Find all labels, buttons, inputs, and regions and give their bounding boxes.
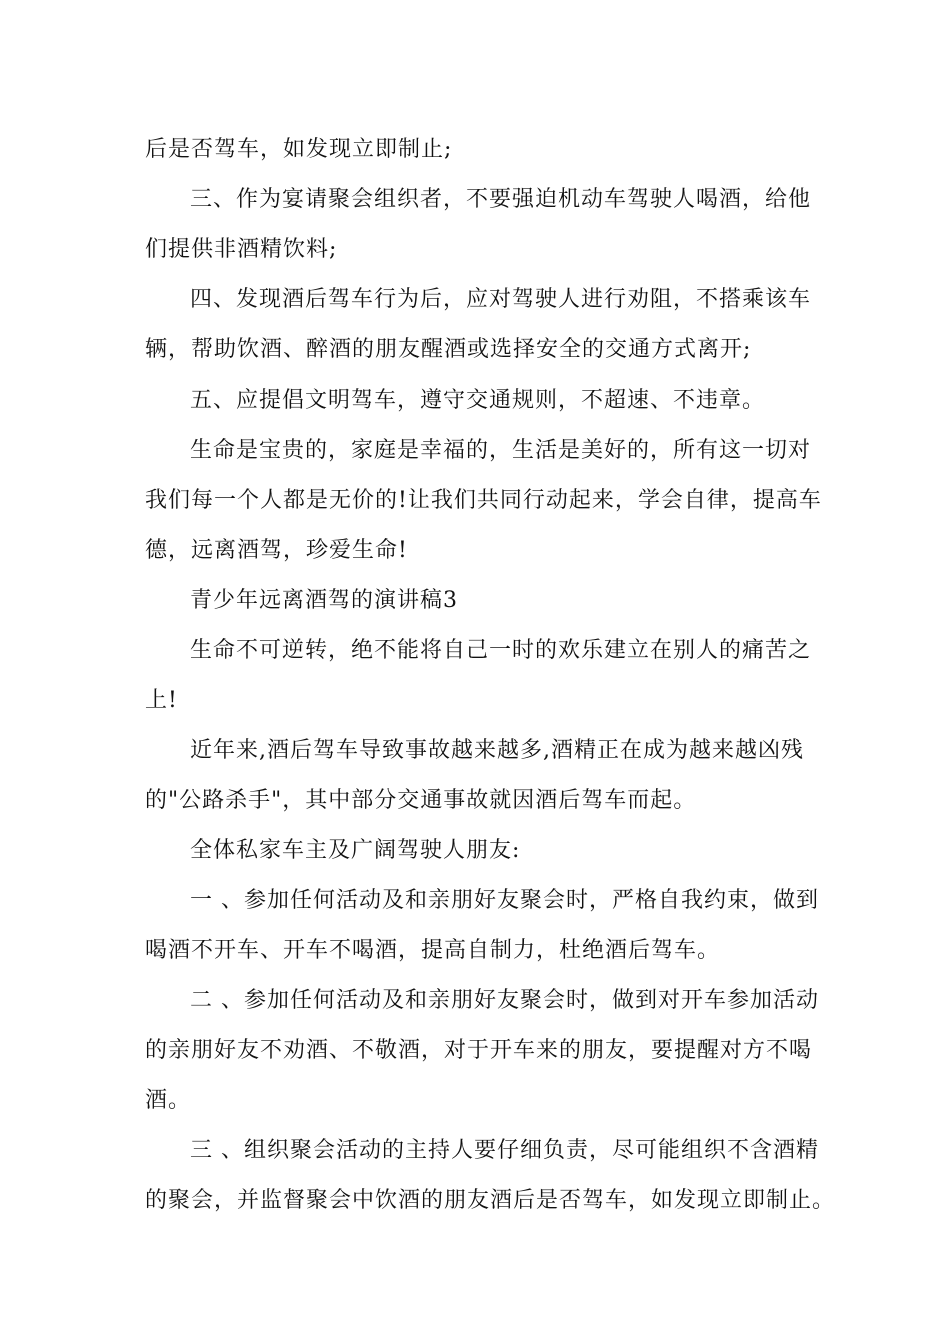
text-line: 的亲朋好友不劝酒、不敬酒，对于开车来的朋友，要提醒对方不喝 [145,1038,813,1063]
text-line: 德，远离酒驾，珍爱生命! [145,538,408,563]
text-line: 三、作为宴请聚会组织者，不要强迫机动车驾驶人喝酒，给他 [190,187,812,212]
text-line: 生命是宝贵的，家庭是幸福的，生活是美好的，所有这一切对 [190,438,812,463]
text-line: 我们每一个人都是无价的!让我们共同行动起来，学会自律，提高车 [145,488,822,513]
text-line: 的"公路杀手"，其中部分交通事故就因酒后驾车而起。 [145,788,697,813]
text-line: 喝酒不开车、开车不喝酒，提高自制力，杜绝酒后驾车。 [145,938,721,963]
section-heading: 青少年远离酒驾的演讲稿3 [190,588,458,613]
text-line: 四、发现酒后驾车行为后，应对驾驶人进行劝阻，不搭乘该车 [190,287,812,312]
text-line: 酒。 [145,1088,192,1113]
text-line: 上! [145,688,178,713]
text-line: 们提供非酒精饮料; [145,237,338,262]
text-line: 全体私家车主及广阔驾驶人朋友: [190,838,521,863]
text-line: 辆，帮助饮酒、醉酒的朋友醒酒或选择安全的交通方式离开; [145,337,752,362]
text-line: 近年来,酒后驾车导致事故越来越多,酒精正在成为越来越凶残 [190,738,804,763]
text-line: 三 、组织聚会活动的主持人要仔细负责，尽可能组织不含酒精 [190,1138,819,1163]
text-line: 五、应提倡文明驾车，遵守交通规则，不超速、不违章。 [190,388,766,413]
text-line: 二 、参加任何活动及和亲朋好友聚会时，做到对开车参加活动 [190,988,819,1013]
text-line: 的聚会，并监督聚会中饮酒的朋友酒后是否驾车，如发现立即制止。 [145,1188,836,1213]
text-line: 后是否驾车，如发现立即制止; [145,137,453,162]
text-line: 生命不可逆转，绝不能将自己一时的欢乐建立在别人的痛苦之 [190,638,812,663]
text-line: 一 、参加任何活动及和亲朋好友聚会时，严格自我约束，做到 [190,888,819,913]
